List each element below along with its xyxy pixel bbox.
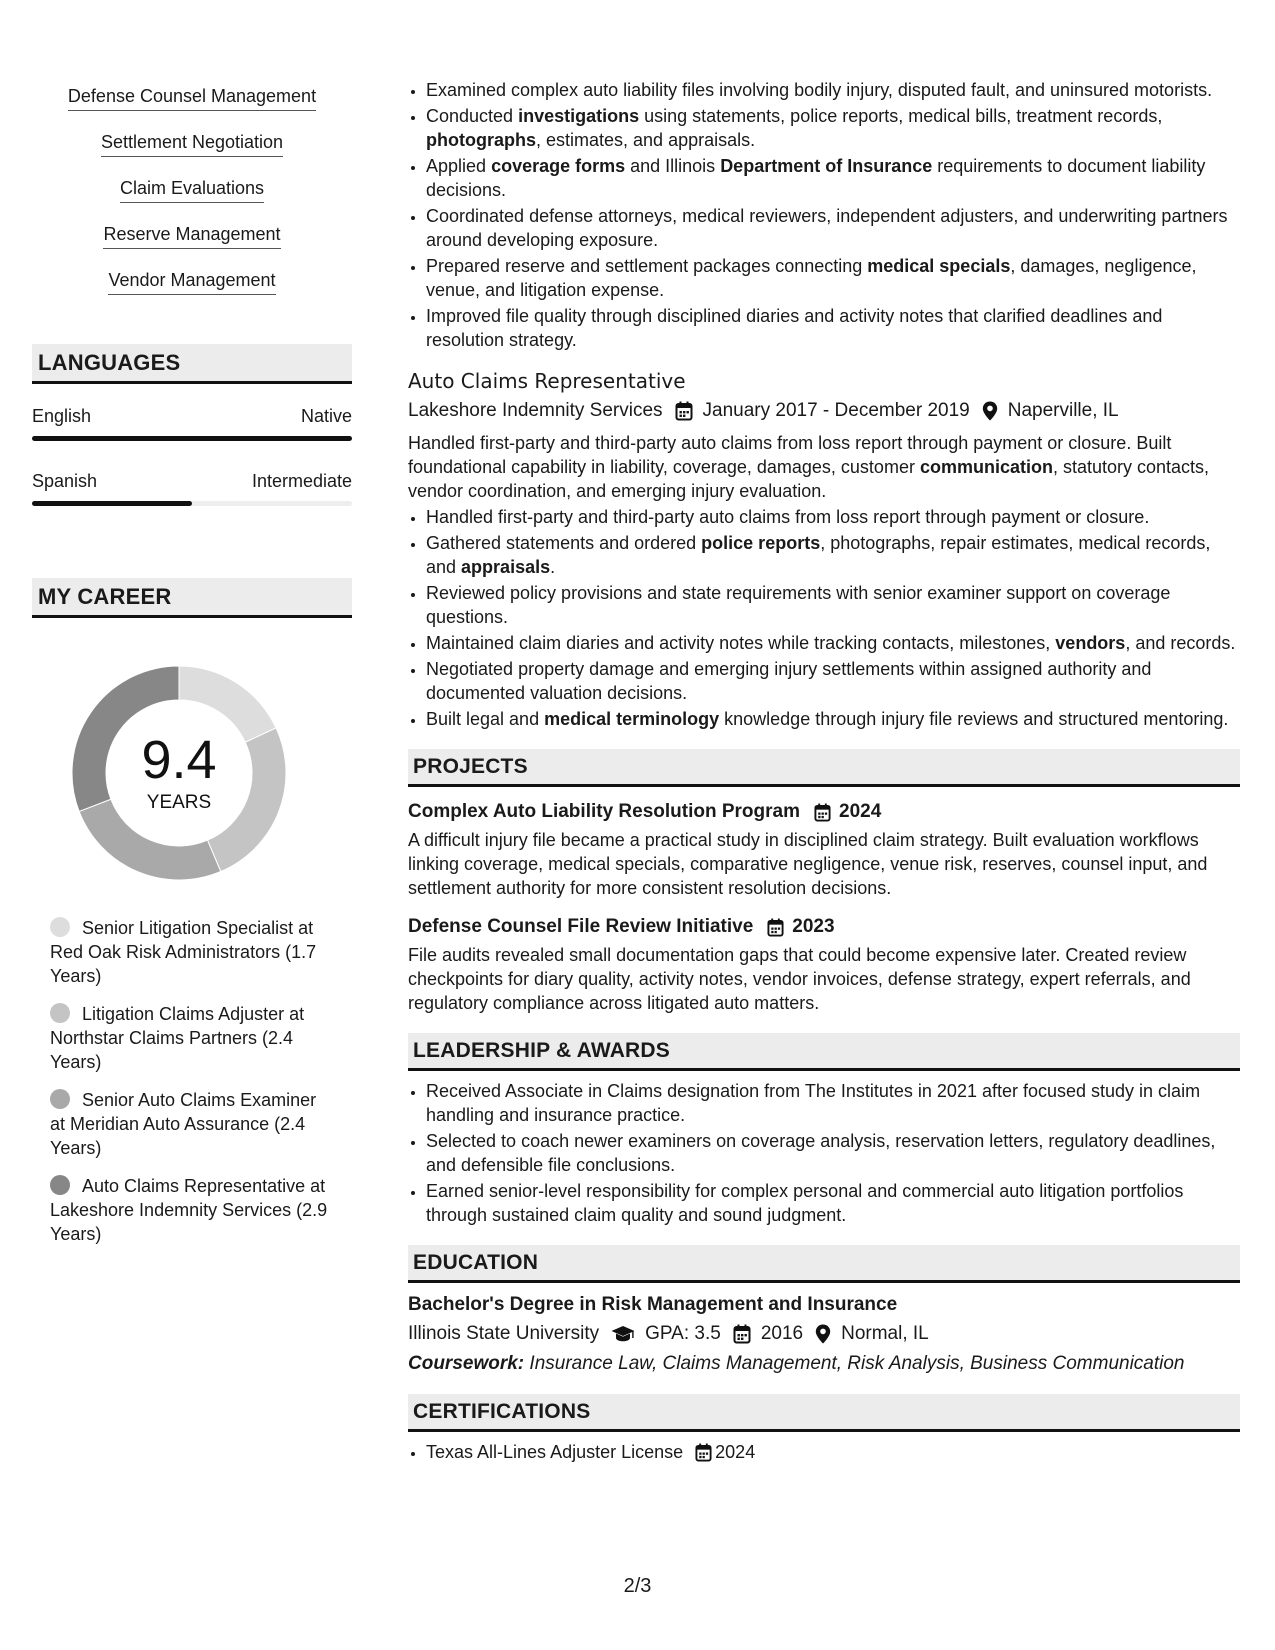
- job-title: Auto Claims Representative: [408, 369, 686, 393]
- legend-dot-icon: [50, 1175, 70, 1195]
- bullet-item: • Conducted investigations using statements, police reports, medical bills, treatment records, photographs, estimates, and appraisals.: [426, 104, 1240, 152]
- language-proficiency-fill: [32, 436, 352, 441]
- bullet-item: • Handled first-party and third-party auto claims from loss report through payment or closure.: [426, 505, 1240, 529]
- language-proficiency-bar: [32, 436, 352, 441]
- career-legend-item: Auto Claims Representative at Lakeshore Indemnity Services (2.9 Years): [50, 1176, 328, 1244]
- project-title: Defense Counsel File Review Initiative: [408, 916, 754, 937]
- bullet-item: • Earned senior-level responsibility for complex personal and commercial auto litigation portfolios through sustained claim quality and sound judgment.: [426, 1179, 1240, 1227]
- location-pin-icon: [815, 1324, 831, 1344]
- career-legend-item: Litigation Claims Adjuster at Northstar Claims Partners (2.4 Years): [50, 1004, 305, 1072]
- language-proficiency-bar: [32, 501, 352, 506]
- leadership-bullets: [408, 1079, 1240, 1227]
- career-donut-chart: [64, 658, 294, 888]
- career-legend-item: Senior Litigation Specialist at Red Oak Risk Administrators (1.7 Years): [50, 918, 317, 986]
- career-total-years: 9.4: [141, 730, 217, 790]
- skill-tag: Settlement Negotiation: [101, 131, 283, 157]
- graduation-year: 2016: [760, 1323, 804, 1344]
- school-name: Illinois State University: [408, 1323, 600, 1344]
- bullet-item: • Gathered statements and ordered police reports, photographs, repair estimates, medical records, and appraisals.: [426, 531, 1240, 579]
- certification-item: [426, 1440, 1240, 1464]
- donut-center: [64, 658, 294, 888]
- projects-heading: PROJECTS: [408, 749, 1240, 787]
- language-name: Spanish: [32, 471, 98, 491]
- calendar-icon: [675, 401, 693, 421]
- skill-tag: Vendor Management: [108, 269, 275, 295]
- project-title-row: [408, 914, 1240, 940]
- coursework-list: Insurance Law, Claims Management, Risk Analysis, Business Communication: [529, 1353, 1185, 1374]
- skill-tag: Reserve Management: [103, 223, 280, 249]
- career-total-unit: YEARS: [146, 792, 212, 813]
- leadership-heading: LEADERSHIP & AWARDS: [408, 1033, 1240, 1071]
- bullet-item: • Reviewed policy provisions and state requirements with senior examiner support on coverage questions.: [426, 581, 1240, 629]
- job-summary: Handled first-party and third-party auto claims from loss report through payment or closure. Built foundational capability in liability, coverage, damages, customer communication, statutory contacts, vendor coordination, and emerging injury evaluation.: [408, 433, 1210, 501]
- skill-tag: Defense Counsel Management: [68, 85, 316, 111]
- languages-heading: LANGUAGES: [32, 344, 352, 384]
- bullet-item: • Prepared reserve and settlement packages connecting medical specials, damages, negligence, venue, and litigation expense.: [426, 254, 1240, 302]
- bullet-item: • Built legal and medical terminology knowledge through injury file reviews and structured mentoring.: [426, 707, 1240, 731]
- certification-year: 2024: [715, 1442, 756, 1462]
- job-meta: [408, 399, 1240, 423]
- bullet-item: • Coordinated defense attorneys, medical reviewers, independent adjusters, and underwriting partners around developing exposure.: [426, 204, 1240, 252]
- gpa: GPA: 3.5: [645, 1323, 721, 1344]
- graduation-cap-icon: [611, 1325, 635, 1343]
- calendar-icon: [733, 1324, 751, 1344]
- language-name: English: [32, 406, 92, 426]
- calendar-icon: [814, 803, 831, 822]
- education-heading: EDUCATION: [408, 1245, 1240, 1283]
- bullet-item: • Maintained claim diaries and activity notes while tracking contacts, milestones, vendors, and records.: [426, 631, 1240, 655]
- legend-dot-icon: [50, 1089, 70, 1109]
- left-column: [32, 72, 352, 1260]
- career-legend: [50, 916, 335, 1246]
- previous-job-bullets: [408, 78, 1240, 352]
- project-title: Complex Auto Liability Resolution Program: [408, 801, 800, 822]
- certifications-section: [408, 1394, 1240, 1464]
- project-description: A difficult injury file became a practical study in disciplined claim strategy. Built evaluation workflows linking coverage, medical specials, comparative negligence, venue risk, reserves, counsel input, and settlement authority for more consistent resolution decisions.: [408, 830, 1208, 898]
- language-proficiency-fill: [32, 501, 192, 506]
- certifications-heading: CERTIFICATIONS: [408, 1394, 1240, 1432]
- bullet-item: • Selected to coach newer examiners on coverage analysis, reservation letters, regulatory deadlines, and defensible file conclusions.: [426, 1129, 1240, 1177]
- right-column: [408, 78, 1240, 1466]
- skills-list: [32, 72, 352, 302]
- coursework-label: Coursework:: [408, 1353, 525, 1374]
- education-section: [408, 1245, 1240, 1376]
- bullet-item: • Applied coverage forms and Illinois Department of Insurance requirements to document liability decisions.: [426, 154, 1240, 202]
- school-location: Normal, IL: [841, 1323, 929, 1344]
- bullet-item: • Improved file quality through disciplined diaries and activity notes that clarified deadlines and resolution strategy.: [426, 304, 1240, 352]
- page-number: 2/3: [623, 1575, 652, 1597]
- project-title-row: [408, 799, 1240, 825]
- job-dates: January 2017 - December 2019: [702, 400, 970, 421]
- bullet-item: • Negotiated property damage and emerging injury settlements within assigned authority and documented valuation decisions.: [426, 657, 1240, 705]
- project-year: 2023: [792, 916, 835, 937]
- language-spanish: [32, 471, 352, 506]
- career-legend-item: Senior Auto Claims Examiner at Meridian Auto Assurance (2.4 Years): [50, 1090, 317, 1158]
- projects-section: [408, 749, 1240, 1015]
- skill-tag: Claim Evaluations: [120, 177, 264, 203]
- certification-name: • Texas All-Lines Adjuster License: [426, 1442, 684, 1462]
- calendar-icon: [695, 1443, 712, 1462]
- education-meta: [408, 1322, 1240, 1346]
- language-level: Native: [300, 406, 352, 426]
- job-location: Naperville, IL: [1007, 400, 1119, 421]
- calendar-icon: [767, 918, 784, 937]
- bullet-item: • Received Associate in Claims designation from The Institutes in 2021 after focused study in claim handling and insurance practice.: [426, 1079, 1240, 1127]
- leadership-section: [408, 1033, 1240, 1227]
- language-english: [32, 406, 352, 441]
- legend-dot-icon: [50, 1003, 70, 1023]
- certifications-list: [408, 1440, 1240, 1464]
- degree-title: Bachelor's Degree in Risk Management and Insurance: [408, 1294, 898, 1315]
- coursework: [408, 1352, 1240, 1376]
- bullet-item: • Examined complex auto liability files involving bodily injury, disputed fault, and uninsured motorists.: [426, 78, 1240, 102]
- project-year: 2024: [839, 801, 882, 822]
- location-pin-icon: [982, 401, 998, 421]
- job-bullets: [408, 505, 1240, 731]
- legend-dot-icon: [50, 917, 70, 937]
- job-company: Lakeshore Indemnity Services: [408, 400, 663, 421]
- project-description: File audits revealed small documentation gaps that could become expensive later. Created review checkpoints for diary quality, activity notes, vendor invoices, defense strategy, expert referrals, and regulatory compliance across litigated auto matters.: [408, 945, 1191, 1013]
- language-level: Intermediate: [251, 471, 352, 491]
- career-heading: MY CAREER: [32, 578, 352, 618]
